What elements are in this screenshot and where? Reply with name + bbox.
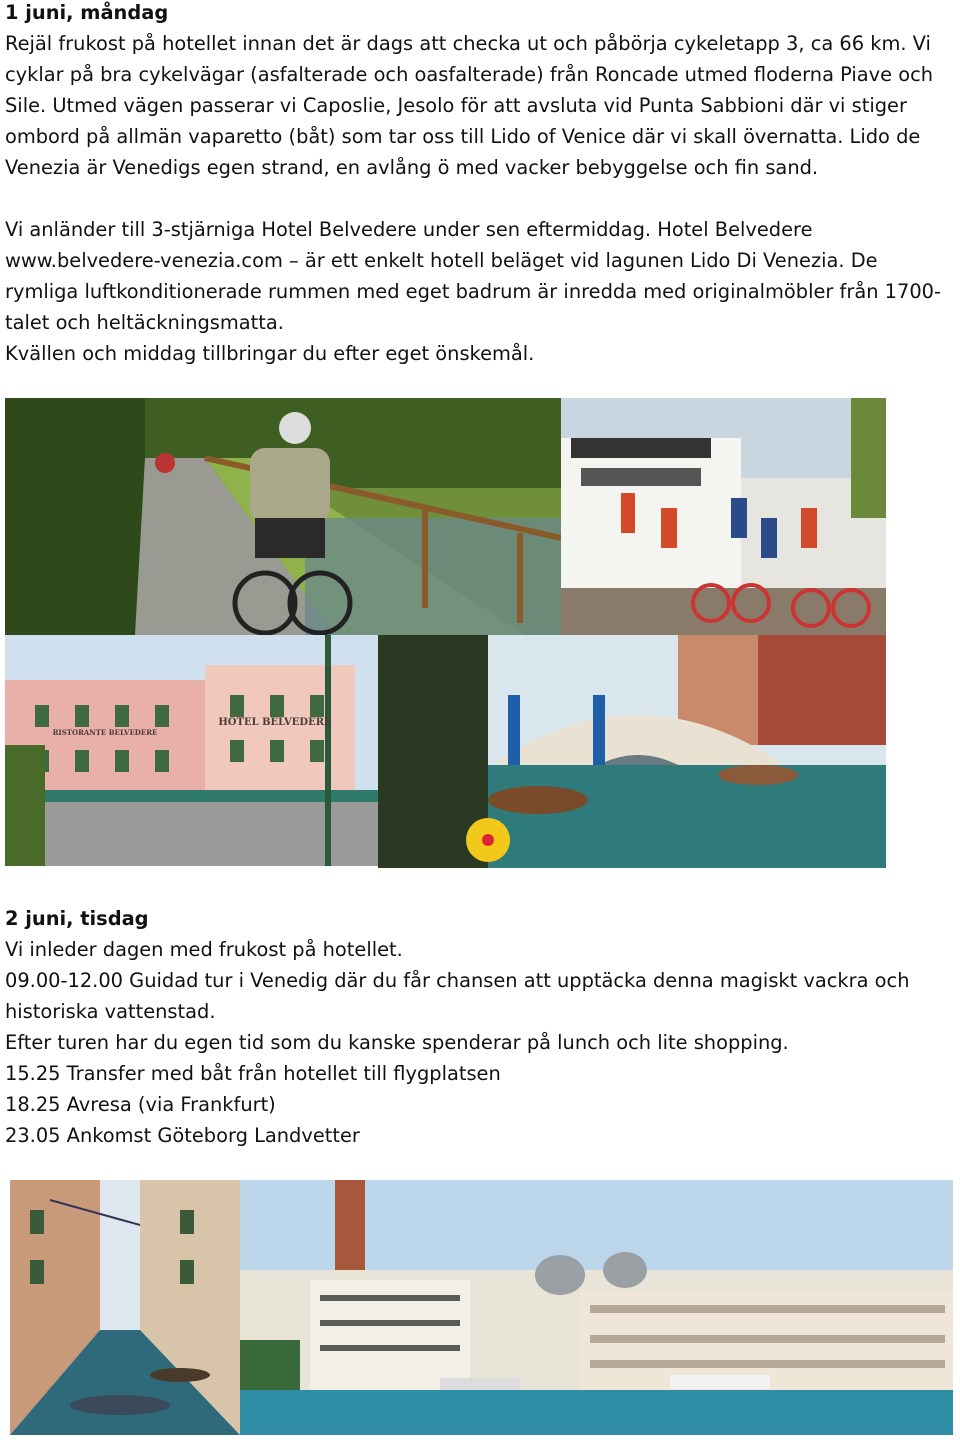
group-at-boat-photo (561, 398, 886, 635)
hotel-sign: HOTEL BELVEDERE (218, 717, 332, 728)
day1-paragraph-2: Vi anländer till 3-stjärniga Hotel Belvedere under sen eftermiddag. Hotel Belvedere www.belvedere-venezia.com – är ett enkelt hotell beläget vid lagunen Lido Di Venezia. De rymliga luftkonditionerade rummen med eget badrum är inredda med originalmöbler från 1700-talet och heltäckningsmatta. (5, 218, 942, 334)
day2-line: 15.25 Transfer med båt från hotellet till flygplatsen (5, 1062, 501, 1085)
day2-line: Vi inleder dagen med frukost på hotellet. (5, 938, 403, 961)
hotel-belvedere-photo (5, 635, 378, 866)
day1-heading: 1 juni, måndag (5, 1, 169, 24)
day2-section (5, 903, 957, 1151)
day2-line: 18.25 Avresa (via Frankfurt) (5, 1093, 276, 1116)
cyclist-photo (5, 398, 561, 635)
rialto-bridge-photo (378, 635, 886, 868)
st-marks-waterfront-photo (240, 1180, 953, 1435)
restaurant-sign: RISTORANTE BELVEDERE (52, 728, 158, 737)
day2-line: 09.00-12.00 Guidad tur i Venedig där du får chansen att upptäcka denna magiskt vackra och historiska vattenstad. (5, 969, 910, 1023)
canal-photo (10, 1180, 240, 1435)
day1-paragraph-3: Kvällen och middag tillbringar du efter eget önskemål. (5, 342, 535, 365)
day2-line: 23.05 Ankomst Göteborg Landvetter (5, 1124, 360, 1147)
day2-line: Efter turen har du egen tid som du kanske spenderar på lunch och lite shopping. (5, 1031, 789, 1054)
day1-section (5, 0, 957, 369)
day1-paragraph-1: Rejäl frukost på hotellet innan det är dags att checka ut och påbörja cykeletapp 3, ca 66 km. Vi cyklar på bra cykelvägar (asfalterade och oasfalterade) från Roncade utmed floderna Piave och Sile. Utmed vägen passerar vi Caposlie, Jesolo för att avsluta vid Punta Sabbioni där vi stiger ombord på allmän vaparetto (båt) som tar oss till Lido of Venice där vi skall övernatta. Lido de Venezia är Venedigs egen strand, en avlång ö med vacker bebyggelse och fin sand. (5, 32, 934, 179)
day2-heading: 2 juni, tisdag (5, 907, 149, 930)
